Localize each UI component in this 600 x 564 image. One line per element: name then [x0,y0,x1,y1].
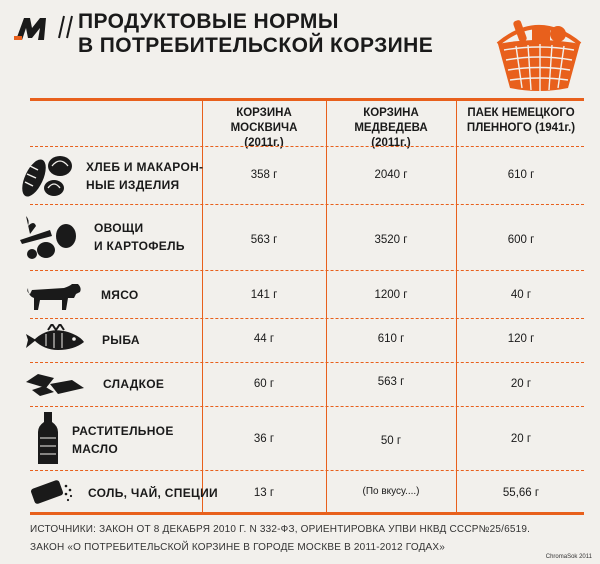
cell-salt-medvedev: (По вкусу....) [362,486,420,497]
brand-logo [14,14,54,42]
cell-vegetables-pow: 600 г [507,234,535,246]
row-label-line: МЯСО [101,288,139,302]
cell-oil-pow: 20 г [510,433,532,445]
row-label-salt [88,484,218,502]
table-top-rule [30,98,584,101]
column-header-line: КОРЗИНА МЕДВЕДЕВА [354,107,428,134]
cell-meat-pow: 40 г [510,289,532,301]
cell-vegetables-moscow: 563 г [250,234,278,246]
row-label-meat [101,286,139,304]
cell-sweets-medvedev: 563 г [377,376,405,388]
row-separator [30,470,584,471]
column-header-pow-ration [458,106,584,136]
column-header-line: ПАЕК НЕМЕЦКОГО [467,107,575,119]
row-label-line: ХЛЕБ И МАКАРОН- [86,160,204,174]
credit-text: ChromaSok 2011 [545,554,592,560]
cell-fish-medvedev: 610 г [377,333,405,345]
row-separator [30,406,584,407]
cell-salt-moscow: 13 г [253,487,275,499]
cell-bread-pow: 610 г [507,169,535,181]
row-label-line: СОЛЬ, ЧАЙ, СПЕЦИИ [88,486,218,500]
vegetables-icon [16,210,78,262]
column-divider [456,100,457,513]
cell-bread-moscow: 358 г [250,169,278,181]
cell-fish-pow: 120 г [507,333,535,345]
cell-bread-medvedev: 2040 г [374,169,408,181]
table-bottom-rule [30,512,584,515]
column-divider [326,100,327,513]
row-label-line: И КАРТОФЕЛЬ [94,239,185,253]
column-header-line: (2011г.) [244,137,284,149]
sources-line-2: ЗАКОН «О ПОТРЕБИТЕЛЬСКОЙ КОРЗИНЕ В ГОРОДЕ МОСКВЕ В 2011-2012 ГОДАХ» [30,542,446,553]
title-line-2: В ПОТРЕБИТЕЛЬСКОЙ КОРЗИНЕ [78,34,434,57]
basket-icon [494,10,584,94]
row-separator [30,318,584,319]
cell-meat-medvedev: 1200 г [374,289,408,301]
row-separator [30,204,584,205]
page-title [78,10,433,58]
row-label-line: ОВОЩИ [94,221,144,235]
fish-icon [24,324,86,356]
row-label-line: СЛАДКОЕ [103,377,165,391]
row-label-fish [102,331,140,349]
row-label-vegetables [94,219,185,255]
row-label-sweets [103,375,164,393]
row-label-line: НЫЕ ИЗДЕЛИЯ [86,178,180,192]
row-separator [30,146,584,147]
sweets-icon [24,370,86,398]
row-label-oil [72,422,174,458]
cell-oil-medvedev: 50 г [380,435,402,447]
cell-meat-moscow: 141 г [250,289,278,301]
column-header-line: КОРЗИНА МОСКВИЧА [230,107,298,134]
row-label-line: МАСЛО [72,442,118,456]
cell-vegetables-medvedev: 3520 г [374,234,408,246]
cell-sweets-pow: 20 г [510,378,532,390]
bread-icon [18,152,76,200]
cell-fish-moscow: 44 г [253,333,275,345]
sources-line-1: ИСТОЧНИКИ: ЗАКОН ОТ 8 ДЕКАБРЯ 2010 Г. N 332-ФЗ, ОРИЕНТИРОВКА УПВИ НКВД СССР№25/6519. [30,524,531,535]
cell-salt-pow: 55,66 г [502,487,540,499]
column-header-medvedev [328,106,454,151]
row-separator [30,362,584,363]
row-separator [30,270,584,271]
cell-oil-moscow: 36 г [253,433,275,445]
column-header-line: (2011г.) [371,137,411,149]
title-line-1: ПРОДУКТОВЫЕ НОРМЫ [78,10,339,33]
column-header-line: ПЛЕННОГО (1941г.) [466,122,576,134]
slash-divider-icon [58,14,74,40]
column-header-moscow [204,106,324,151]
row-label-bread [86,158,203,194]
row-label-line: РАСТИТЕЛЬНОЕ [72,424,174,438]
cow-icon [24,280,84,312]
oil-bottle-icon [36,412,60,466]
row-label-line: РЫБА [102,333,140,347]
salt-icon [28,476,74,508]
cell-sweets-moscow: 60 г [253,378,275,390]
